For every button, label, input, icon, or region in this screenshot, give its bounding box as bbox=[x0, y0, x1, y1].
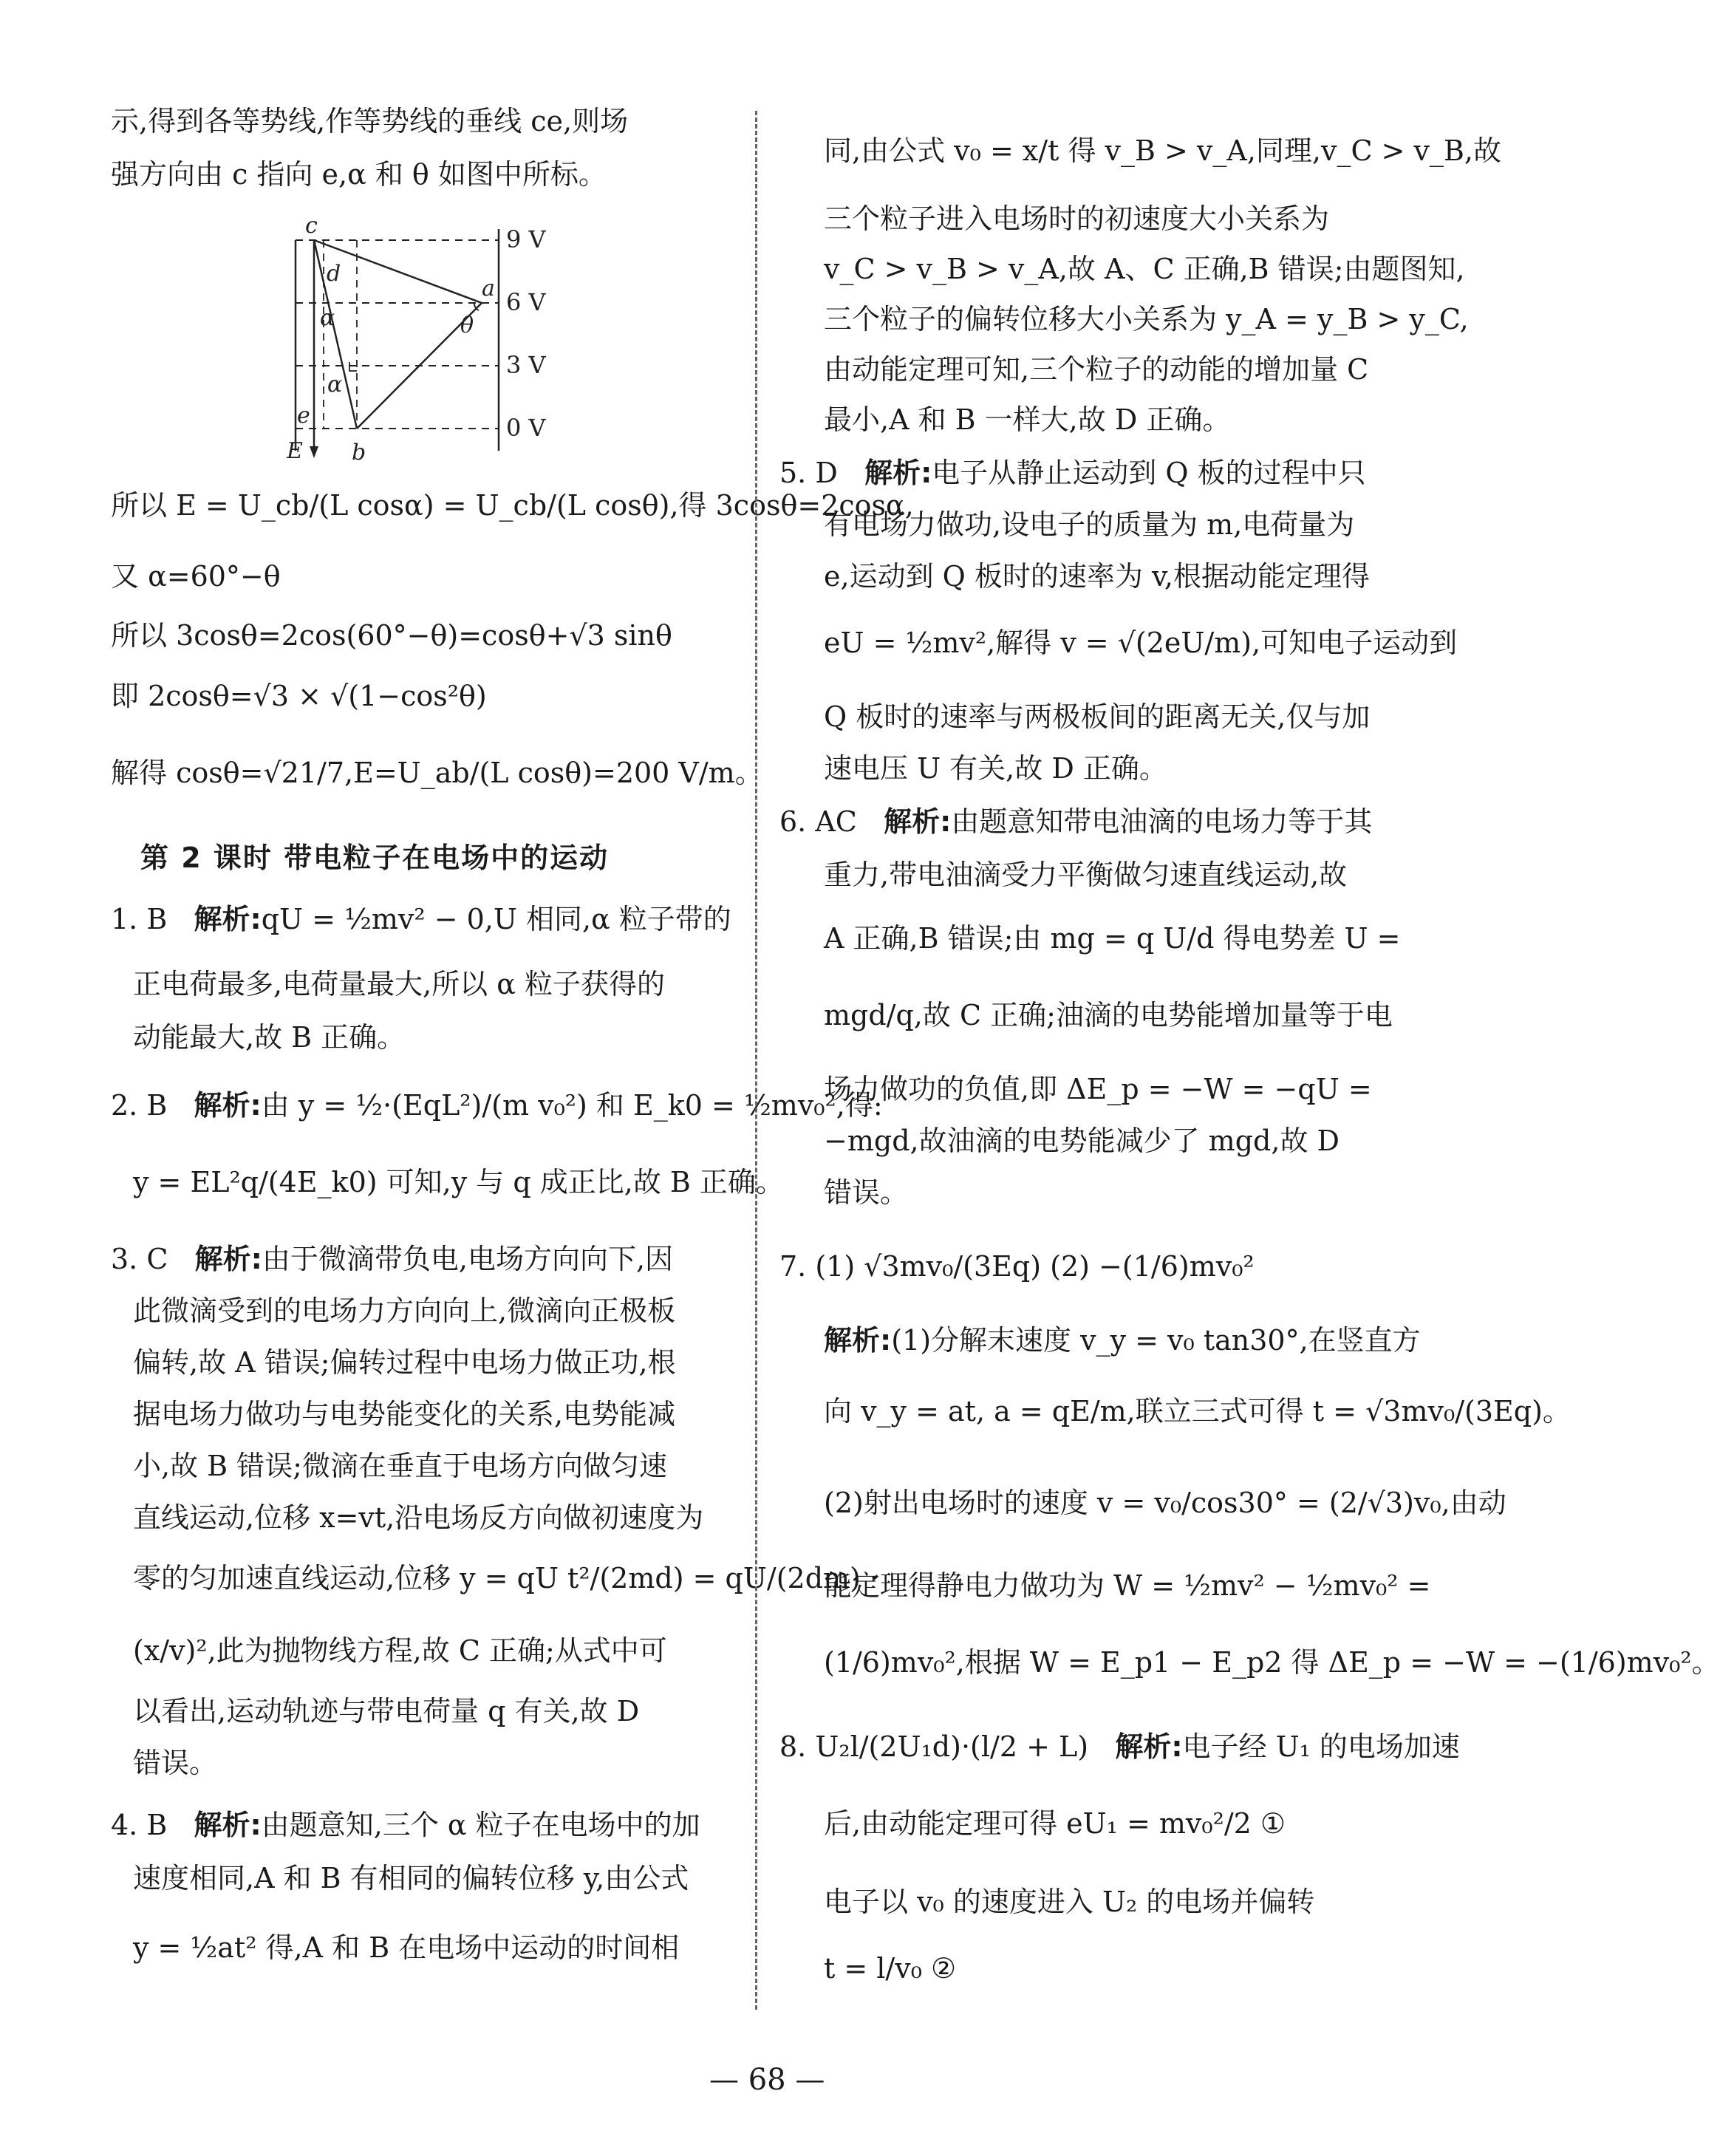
text-line: 由动能定理可知,三个粒子的动能的增加量 C bbox=[824, 353, 1369, 386]
answer-6 bbox=[779, 804, 1372, 839]
text-line: 三个粒子的偏转位移大小关系为 y_A = y_B > y_C, bbox=[824, 303, 1469, 335]
answer-8 bbox=[779, 1729, 1460, 1764]
answer-text: (1/6)mv₀²,根据 W = E_p1 − E_p2 得 ΔE_p = −W = −(1/6)mv₀²。 bbox=[824, 1646, 1720, 1679]
analysis-label: 解析: bbox=[194, 1243, 262, 1275]
answer-1 bbox=[111, 901, 731, 937]
answer-text: 零的匀加速直线运动,位移 y = qU t²/(2md) = qU/(2dm) · bbox=[133, 1562, 879, 1594]
answer-text: Q 板时的速率与两极板间的距离无关,仅与加 bbox=[824, 700, 1371, 733]
answer-text: 错误。 bbox=[133, 1747, 218, 1779]
text-line: 三个粒子进入电场时的初速度大小关系为 bbox=[824, 202, 1330, 235]
label-a: a bbox=[482, 276, 495, 301]
equation-line: 又 α=60°−θ bbox=[111, 560, 281, 593]
answer-4 bbox=[111, 1807, 700, 1843]
answer-7-analysis bbox=[824, 1323, 1421, 1358]
answer-text: mgd/q,故 C 正确;油滴的电势能增加量等于电 bbox=[824, 999, 1393, 1031]
answer-text: 偏转,故 A 错误;偏转过程中电场力做正功,根 bbox=[133, 1346, 676, 1379]
answer-text: 以看出,运动轨迹与带电荷量 q 有关,故 D bbox=[133, 1695, 640, 1727]
text-line: 示,得到各等势线,作等势线的垂线 ce,则场 bbox=[111, 105, 629, 137]
answer-text: A 正确,B 错误;由 mg = q U/d 得电势差 U = bbox=[824, 922, 1401, 955]
answer-head: 4. B bbox=[111, 1809, 168, 1841]
answer-text: 能定理得静电力做功为 W = ½mv² − ½mv₀² = bbox=[824, 1569, 1431, 1602]
answer-text: 后,由动能定理可得 eU₁ = mv₀²/2 ① bbox=[824, 1807, 1286, 1840]
answer-text: (x/v)²,此为抛物线方程,故 C 正确;从式中可 bbox=[133, 1634, 667, 1667]
answer-text: (1)分解末速度 v_y = v₀ tan30°,在竖直方 bbox=[891, 1324, 1421, 1357]
equipotential-figure bbox=[281, 214, 591, 480]
analysis-label: 解析: bbox=[194, 903, 262, 935]
answer-head: 2. B bbox=[111, 1089, 168, 1122]
answer-head: 3. C bbox=[111, 1243, 168, 1275]
answer-text: qU = ½mv² − 0,U 相同,α 粒子带的 bbox=[261, 903, 731, 935]
answer-text: e,运动到 Q 板时的速率为 v,根据动能定理得 bbox=[824, 560, 1370, 593]
section-title: 第 2 课时 带电粒子在电场中的运动 bbox=[140, 842, 610, 874]
label-theta: θ bbox=[460, 313, 474, 338]
answer-head: 8. U₂l/(2U₁d)·(l/2 + L) bbox=[779, 1730, 1089, 1763]
answer-text: (2)射出电场时的速度 v = v₀/cos30° = (2/√3)v₀,由动 bbox=[824, 1487, 1506, 1519]
analysis-label: 解析: bbox=[194, 1089, 262, 1122]
analysis-label: 解析: bbox=[884, 805, 952, 838]
analysis-label: 解析: bbox=[1115, 1730, 1183, 1763]
label-alpha-1: α bbox=[320, 305, 335, 331]
answer-2 bbox=[111, 1088, 883, 1123]
label-d: d bbox=[327, 261, 341, 287]
answer-text: eU = ½mv²,解得 v = √(2eU/m),可知电子运动到 bbox=[824, 627, 1458, 659]
analysis-label: 解析: bbox=[194, 1809, 262, 1841]
answer-text: 重力,带电油滴受力平衡做匀速直线运动,故 bbox=[824, 859, 1348, 891]
label-E: E bbox=[287, 438, 303, 464]
text-line: 最小,A 和 B 一样大,故 D 正确。 bbox=[824, 403, 1231, 436]
text-line: 强方向由 c 指向 e,α 和 θ 如图中所标。 bbox=[111, 158, 607, 191]
answer-head: 1. B bbox=[111, 903, 168, 935]
page-number: — 68 — bbox=[709, 2063, 825, 2097]
analysis-label: 解析: bbox=[864, 457, 932, 489]
answer-text: 向 v_y = at, a = qE/m,联立三式可得 t = √3mv₀/(3Eq)。 bbox=[824, 1395, 1571, 1427]
equation-line: 所以 E = U_cb/(L cosα) = U_cb/(L cosθ),得 3cosθ=2cosα, bbox=[111, 489, 914, 522]
column-divider bbox=[755, 111, 757, 2010]
answer-text: 电子从静止运动到 Q 板的过程中只 bbox=[932, 457, 1366, 489]
equation-line: 即 2cosθ=√3 × √(1−cos²θ) bbox=[111, 680, 487, 712]
answer-head: 6. AC bbox=[779, 805, 857, 838]
answer-text: 由于微滴带负电,电场方向向下,因 bbox=[262, 1243, 674, 1275]
answer-text: 速度相同,A 和 B 有相同的偏转位移 y,由公式 bbox=[133, 1862, 689, 1894]
label-alpha-2: α bbox=[327, 372, 343, 398]
text-line: 同,由公式 v₀ = x/t 得 v_B > v_A,同理,v_C > v_B,故 bbox=[824, 134, 1501, 167]
answer-text: t = l/v₀ ② bbox=[824, 1952, 957, 1985]
potential-9v: 9 V bbox=[506, 225, 546, 253]
answer-text: 由题意知,三个 α 粒子在电场中的加 bbox=[261, 1809, 700, 1841]
answer-3 bbox=[111, 1241, 673, 1277]
answer-text: 小,故 B 错误;微滴在垂直于电场方向做匀速 bbox=[133, 1450, 667, 1482]
answer-text: 电子经 U₁ 的电场加速 bbox=[1182, 1730, 1460, 1763]
answer-text: 场力做功的负值,即 ΔE_p = −W = −qU = bbox=[824, 1073, 1372, 1105]
potential-3v: 3 V bbox=[506, 351, 546, 379]
label-b: b bbox=[352, 440, 366, 465]
answer-text: y = EL²q/(4E_k0) 可知,y 与 q 成正比,故 B 正确。 bbox=[133, 1166, 784, 1198]
label-e: e bbox=[297, 403, 310, 429]
answer-7: 7. (1) √3mv₀/(3Eq) (2) −(1/6)mv₀² bbox=[779, 1250, 1255, 1283]
answer-text: 由题意知带电油滴的电场力等于其 bbox=[951, 805, 1373, 838]
answer-text: 正电荷最多,电荷量最大,所以 α 粒子获得的 bbox=[133, 968, 665, 1000]
answer-text: 有电场力做功,设电子的质量为 m,电荷量为 bbox=[824, 508, 1355, 541]
answer-head: 5. D bbox=[779, 457, 838, 489]
answer-text: 此微滴受到的电场力方向向上,微滴向正极板 bbox=[133, 1294, 676, 1327]
label-c: c bbox=[305, 213, 318, 239]
potential-0v: 0 V bbox=[506, 414, 546, 442]
equation-line: 所以 3cosθ=2cos(60°−θ)=cosθ+√3 sinθ bbox=[111, 619, 672, 652]
answer-text: 据电场力做功与电势能变化的关系,电势能减 bbox=[133, 1398, 676, 1430]
answer-text: −mgd,故油滴的电势能减少了 mgd,故 D bbox=[824, 1125, 1340, 1157]
answer-text: y = ½at² 得,A 和 B 在电场中运动的时间相 bbox=[133, 1931, 680, 1964]
answer-text: 直线运动,位移 x=vt,沿电场反方向做初速度为 bbox=[133, 1501, 704, 1534]
analysis-label: 解析: bbox=[824, 1324, 892, 1357]
answer-text: 由 y = ½·(EqL²)/(m v₀²) 和 E_k0 = ½mv₀²,得: bbox=[261, 1089, 883, 1122]
equation-line: 解得 cosθ=√21/7,E=U_ab/(L cosθ)=200 V/m。 bbox=[111, 757, 763, 789]
potential-6v: 6 V bbox=[506, 288, 546, 316]
answer-text: 速电压 U 有关,故 D 正确。 bbox=[824, 752, 1167, 785]
answer-text: 电子以 v₀ 的速度进入 U₂ 的电场并偏转 bbox=[824, 1886, 1315, 1918]
answer-text: 错误。 bbox=[824, 1176, 909, 1209]
answer-5 bbox=[779, 455, 1366, 491]
answer-text: 动能最大,故 B 正确。 bbox=[133, 1021, 406, 1054]
text-line: v_C > v_B > v_A,故 A、C 正确,B 错误;由题图知, bbox=[824, 253, 1465, 285]
